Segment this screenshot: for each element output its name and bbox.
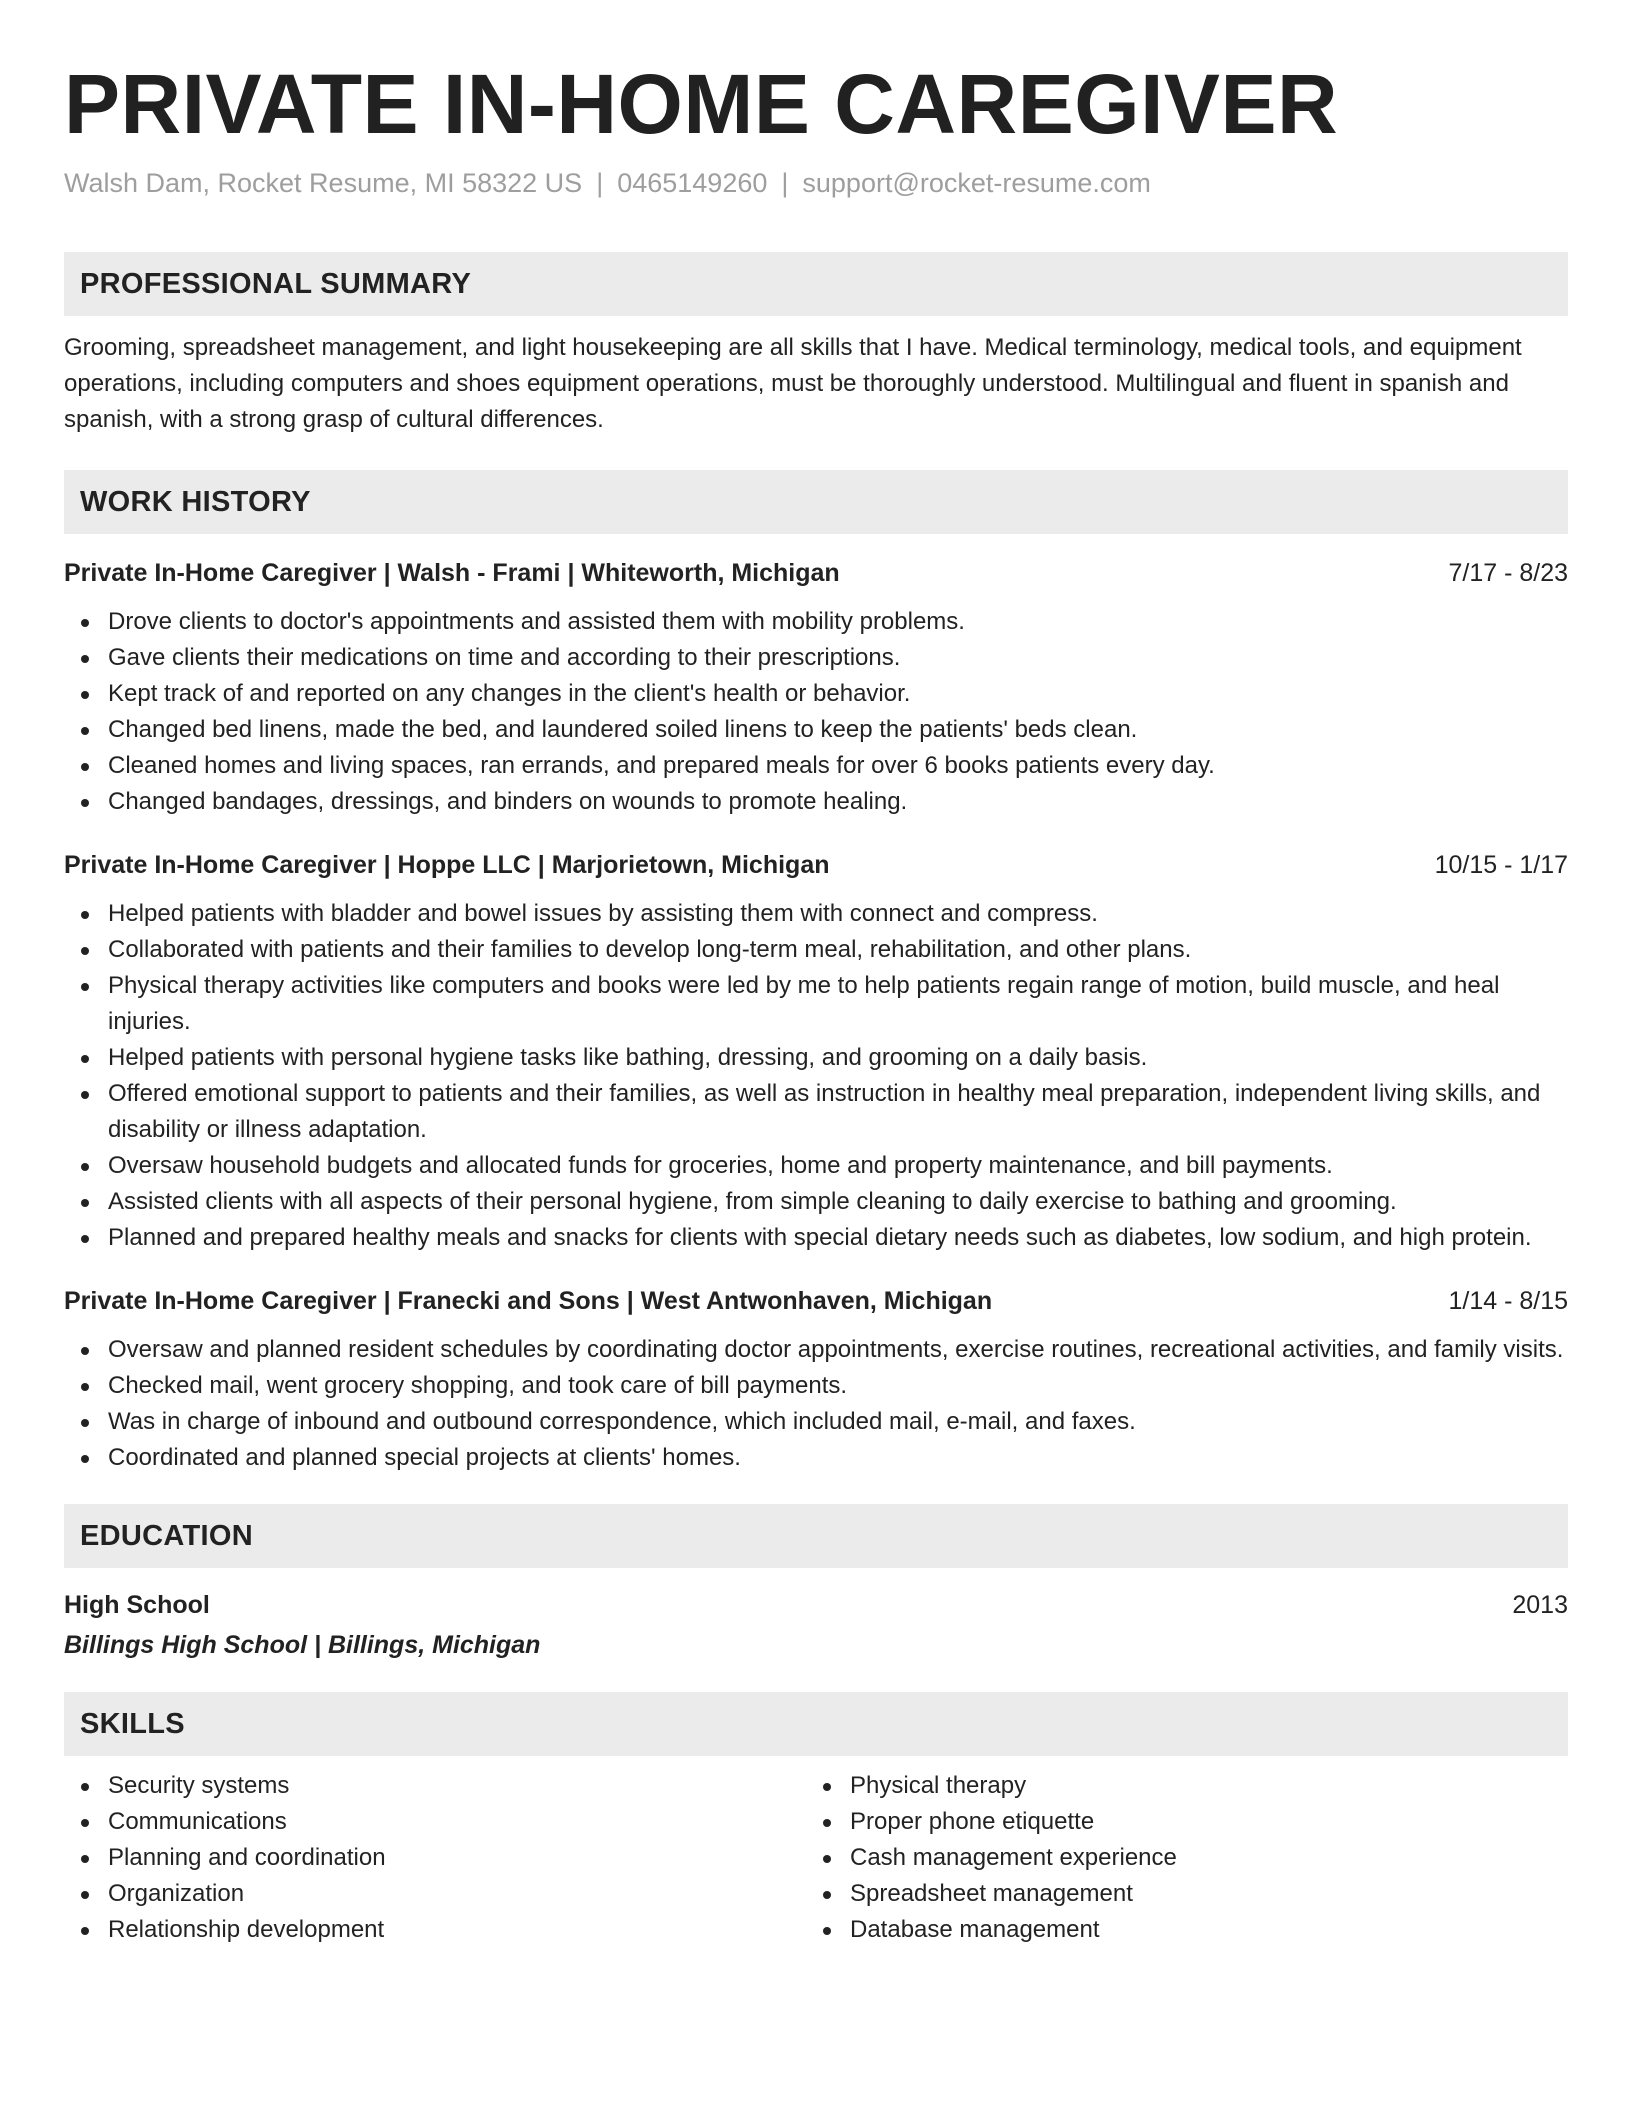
job-bullet: Checked mail, went grocery shopping, and took care of bill payments. (108, 1368, 1568, 1404)
job-bullet: Oversaw and planned resident schedules by coordinating doctor appointments, exercise routines, recreational activities, and family visits. (108, 1332, 1568, 1368)
job-bullets (64, 896, 1568, 1256)
job-bullet: Planned and prepared healthy meals and snacks for clients with special dietary needs such as diabetes, low sodium, and high protein. (108, 1220, 1568, 1256)
job-bullets (64, 1332, 1568, 1476)
contact-phone: 0465149260 (617, 168, 768, 198)
job-bullet: Assisted clients with all aspects of their personal hygiene, from simple cleaning to daily exercise to bathing and grooming. (108, 1184, 1568, 1220)
job-bullet: Was in charge of inbound and outbound correspondence, which included mail, e-mail, and faxes. (108, 1404, 1568, 1440)
job-bullet: Changed bandages, dressings, and binders on wounds to promote healing. (108, 784, 1568, 820)
section-header-summary: PROFESSIONAL SUMMARY (64, 252, 1568, 316)
job-title: Private In-Home Caregiver | Walsh - Frami | Whiteworth, Michigan (64, 559, 840, 587)
job-entry (64, 556, 1568, 820)
skill-item: Proper phone etiquette (850, 1804, 1548, 1840)
job-title: Private In-Home Caregiver | Hoppe LLC | Marjorietown, Michigan (64, 851, 830, 879)
contact-email: support@rocket-resume.com (802, 168, 1151, 198)
job-bullet: Cleaned homes and living spaces, ran errands, and prepared meals for over 6 books patients every day. (108, 748, 1568, 784)
section-header-education: EDUCATION (64, 1504, 1568, 1568)
job-bullet: Drove clients to doctor's appointments and assisted them with mobility problems. (108, 604, 1568, 640)
contact-separator: | (781, 168, 789, 198)
job-bullet: Helped patients with bladder and bowel issues by assisting them with connect and compress. (108, 896, 1568, 932)
skills-list (64, 1768, 806, 1948)
job-header (64, 1284, 1568, 1318)
job-bullet: Gave clients their medications on time and according to their prescriptions. (108, 640, 1568, 676)
job-entry (64, 848, 1568, 1256)
job-dates: 10/15 - 1/17 (1434, 851, 1568, 879)
resume-page (64, 0, 1568, 1948)
skill-item: Spreadsheet management (850, 1876, 1548, 1912)
job-bullet: Physical therapy activities like computers and books were led by me to help patients regain range of motion, build muscle, and heal injuries. (108, 968, 1568, 1040)
education-entry (64, 1588, 1568, 1662)
job-bullet: Offered emotional support to patients and their families, as well as instruction in healthy meal preparation, independent living skills, and disability or illness adaptation. (108, 1076, 1568, 1148)
skills-column-left (64, 1768, 806, 1948)
job-bullet: Helped patients with personal hygiene tasks like bathing, dressing, and grooming on a daily basis. (108, 1040, 1568, 1076)
job-bullet: Kept track of and reported on any changes in the client's health or behavior. (108, 676, 1568, 712)
job-dates: 7/17 - 8/23 (1448, 559, 1568, 587)
job-bullet: Collaborated with patients and their families to develop long-term meal, rehabilitation, and other plans. (108, 932, 1568, 968)
skill-item: Physical therapy (850, 1768, 1548, 1804)
education-year: 2013 (1512, 1591, 1568, 1619)
skills-list (806, 1768, 1548, 1948)
job-bullet: Oversaw household budgets and allocated funds for groceries, home and property maintenance, and bill payments. (108, 1148, 1568, 1184)
contact-separator: | (596, 168, 604, 198)
job-title: Private In-Home Caregiver | Franecki and Sons | West Antwonhaven, Michigan (64, 1287, 993, 1315)
candidate-name: PRIVATE IN-HOME CAREGIVER (64, 57, 1339, 151)
skill-item: Relationship development (108, 1912, 806, 1948)
section-header-work-history: WORK HISTORY (64, 470, 1568, 534)
job-bullet: Changed bed linens, made the bed, and laundered soiled linens to keep the patients' beds clean. (108, 712, 1568, 748)
skills-columns (64, 1768, 1568, 1948)
job-bullet: Coordinated and planned special projects at clients' homes. (108, 1440, 1568, 1476)
skill-item: Cash management experience (850, 1840, 1548, 1876)
job-header (64, 556, 1568, 590)
summary-text: Grooming, spreadsheet management, and light housekeeping are all skills that I have. Medical terminology, medical tools, and equipment operations, including computers and shoes equipment operations, must be thoroughly understood. Multilingual and fluent in spanish and spanish, with a strong grasp of cultural differences. (64, 334, 1522, 433)
section-header-skills: SKILLS (64, 1692, 1568, 1756)
skill-item: Communications (108, 1804, 806, 1840)
skills-column-right (806, 1768, 1548, 1948)
skill-item: Database management (850, 1912, 1548, 1948)
job-dates: 1/14 - 8/15 (1448, 1287, 1568, 1315)
job-bullets (64, 604, 1568, 820)
education-degree: High School (64, 1591, 210, 1619)
job-entry (64, 1284, 1568, 1476)
skill-item: Planning and coordination (108, 1840, 806, 1876)
skill-item: Organization (108, 1876, 806, 1912)
job-header (64, 848, 1568, 882)
education-header (64, 1588, 1568, 1622)
contact-line (64, 166, 1568, 200)
education-school: Billings High School | Billings, Michigan (64, 1631, 541, 1659)
contact-address: Walsh Dam, Rocket Resume, MI 58322 US (64, 168, 583, 198)
skill-item: Security systems (108, 1768, 806, 1804)
